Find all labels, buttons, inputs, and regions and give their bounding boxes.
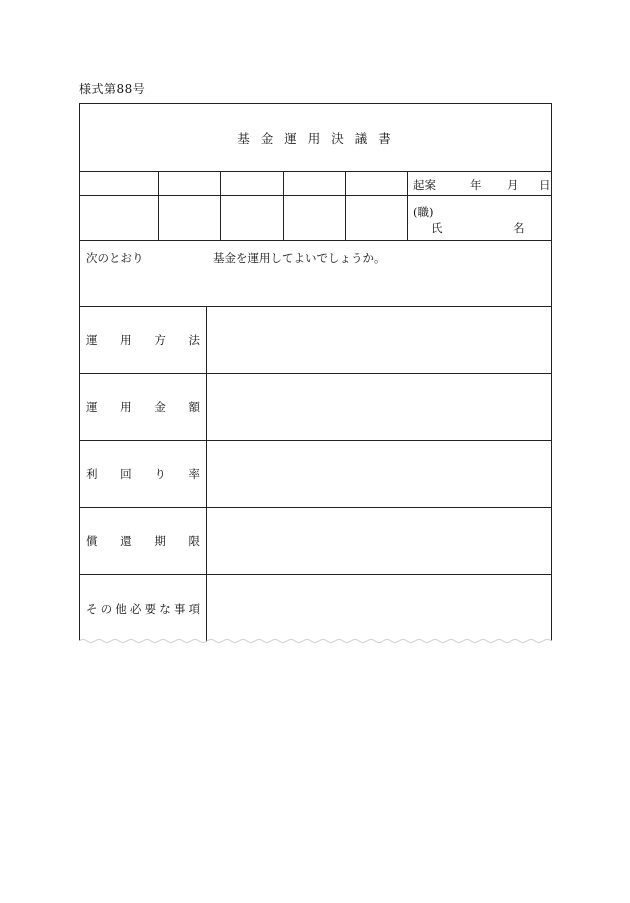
approval-seal-box-1: [80, 196, 159, 240]
torn-edge: [79, 638, 552, 646]
label-char: 用: [120, 400, 132, 414]
position-label: (職): [413, 205, 434, 219]
field-row-investment-method: [80, 307, 551, 374]
form-number: 様式第88号: [79, 82, 146, 96]
approval-stamp-header-1: [80, 172, 159, 195]
label-char: 事: [173, 601, 186, 616]
label-char: そ: [86, 601, 98, 616]
redemption-deadline-value[interactable]: [207, 508, 551, 574]
approval-stamp-header-2: [158, 172, 221, 195]
approval-header-row: [80, 172, 551, 196]
field-row-redemption-deadline: [80, 508, 551, 575]
approval-seal-box-3: [220, 196, 284, 240]
label-char: 限: [188, 534, 200, 548]
investment-amount-value[interactable]: [207, 374, 551, 440]
label-char: 運: [86, 333, 98, 347]
label-char: の: [100, 601, 113, 616]
label-char: 法: [188, 333, 200, 347]
label-char: 期: [154, 534, 166, 548]
investment-method-value[interactable]: [207, 307, 551, 373]
approval-seal-row: [80, 196, 551, 241]
field-label: [80, 508, 207, 574]
name-mei-label: 名: [513, 221, 525, 235]
label-char: 運: [86, 400, 98, 414]
label-char: 要: [144, 601, 157, 616]
date-day-label: 日: [539, 178, 551, 192]
label-char: 必: [129, 601, 142, 616]
approval-stamp-header-4: [283, 172, 346, 195]
resolution-form: [79, 103, 552, 641]
other-matters-value[interactable]: [207, 575, 551, 642]
statement-body: 基金を運用してよいでしょうか。: [213, 251, 386, 265]
date-month-label: 月: [507, 178, 519, 192]
field-label: [80, 575, 207, 642]
label-char: 率: [188, 467, 200, 481]
name-shi-label: 氏: [431, 221, 443, 235]
date-year-label: 年: [470, 178, 482, 192]
field-row-other-matters: [80, 575, 551, 642]
label-char: な: [159, 601, 171, 616]
approval-seal-box-5: [345, 196, 408, 240]
draft-label: 起案: [413, 178, 436, 192]
label-char: り: [154, 467, 166, 481]
label-char: 方: [154, 333, 166, 347]
label-char: 他: [115, 601, 127, 616]
approval-seal-box-4: [283, 196, 346, 240]
label-char: 額: [188, 400, 200, 414]
field-label: [80, 374, 207, 440]
label-char: 利: [86, 467, 98, 481]
label-char: 回: [120, 467, 132, 481]
label-char: 金: [154, 400, 166, 414]
field-label: [80, 307, 207, 373]
label-char: 項: [188, 601, 200, 616]
label-char: 償: [86, 534, 98, 548]
resolution-statement: [80, 241, 551, 307]
approval-seal-box-2: [158, 196, 221, 240]
yield-rate-value[interactable]: [207, 441, 551, 507]
field-row-investment-amount: [80, 374, 551, 441]
statement-lead: 次のとおり: [86, 251, 144, 265]
label-char: 還: [120, 534, 132, 548]
approval-stamp-header-3: [220, 172, 284, 195]
field-label: [80, 441, 207, 507]
approval-stamp-header-5: [345, 172, 408, 195]
label-char: 用: [120, 333, 132, 347]
field-row-yield-rate: [80, 441, 551, 508]
document-title: 基金運用決議書: [80, 104, 551, 172]
